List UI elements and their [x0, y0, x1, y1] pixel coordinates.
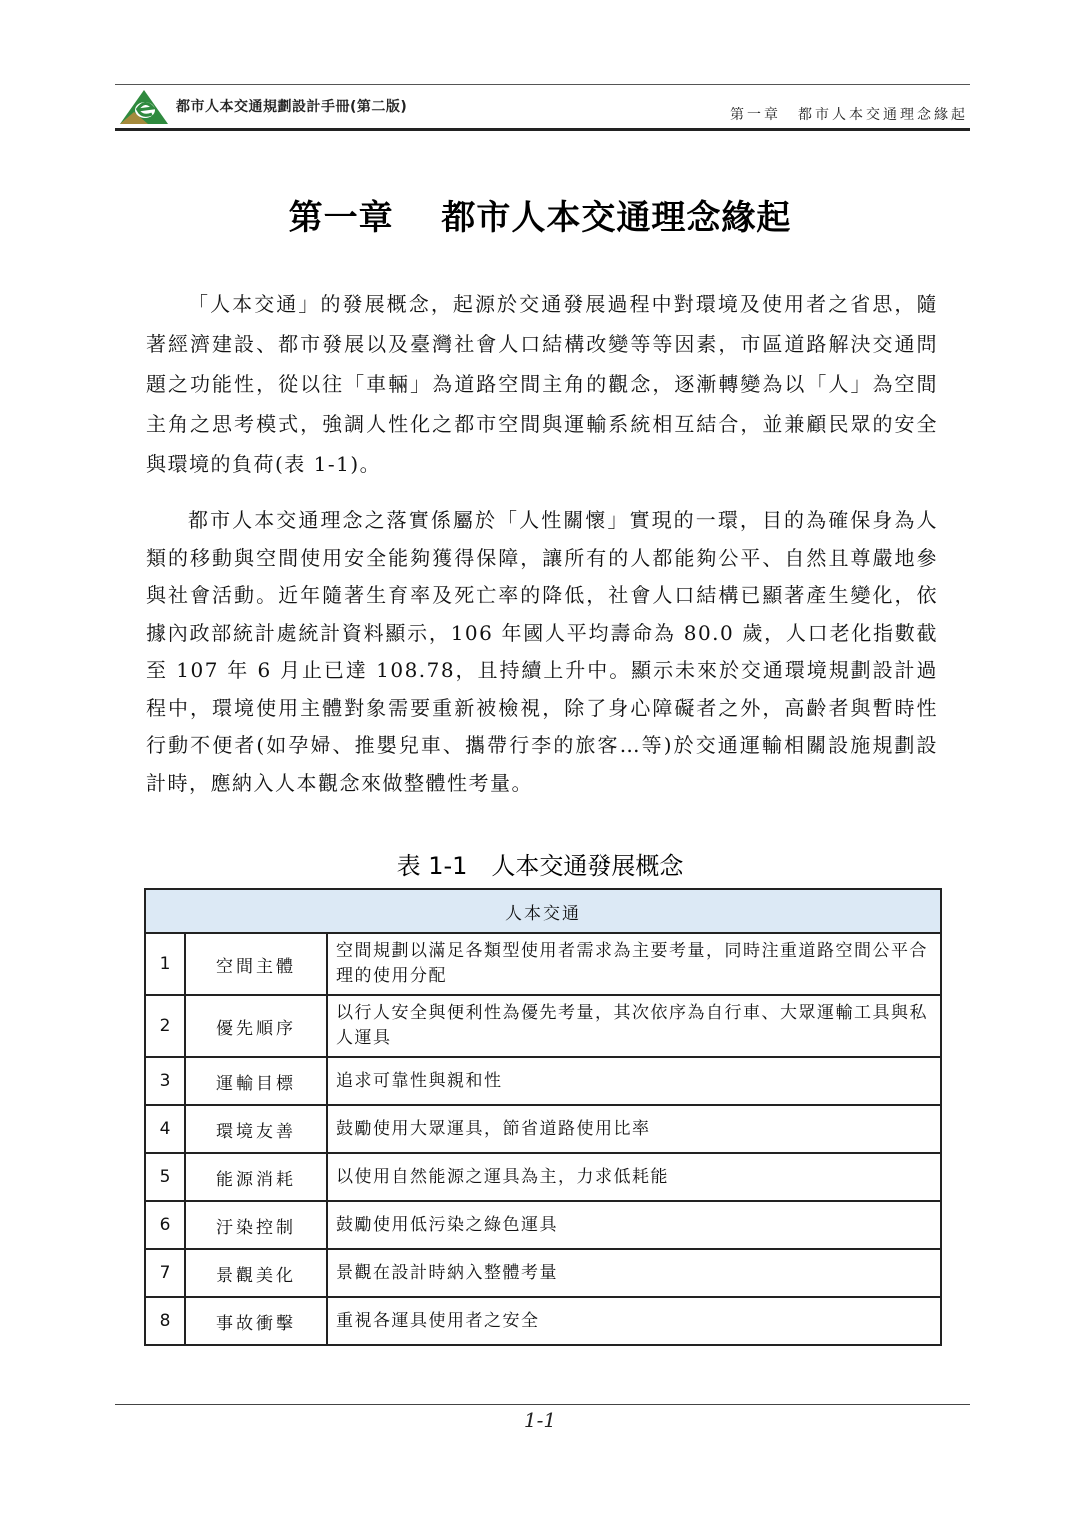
row-description: 鼓勵使用低污染之綠色運具 — [327, 1201, 941, 1249]
header-bottom-rule — [115, 128, 970, 131]
page-number: 1-1 — [523, 1408, 557, 1432]
footer-rule — [115, 1404, 970, 1405]
row-number: 4 — [145, 1105, 185, 1153]
row-number: 5 — [145, 1153, 185, 1201]
row-description: 鼓勵使用大眾運具，節省道路使用比率 — [327, 1105, 941, 1153]
table-header: 人本交通 — [145, 889, 941, 933]
paragraph-2: 都市人本交通理念之落實係屬於「人性關懷」實現的一環，目的為確保身為人類的移動與空間使用安全能夠獲得保障，讓所有的人都能夠公平、自然且尊嚴地參與社會活動。近年隨著生育率及死亡率的降低，社會人口結構已顯著產生變化，依據內政部統計處統計資料顯示，106 年國人平均壽命為 80.0 歲，人口老化指數截至 107 年 6 月止已達 108.78，且持續上升中。顯示未來於交通環境規劃設計過程中，環境使用主體對象需要重新被檢視，除了身心障礙者之外，高齡者與暫時性行動不便者(如孕婦、推嬰兒車、攜帶行李的旅客…等)於交通運輸相關設施規劃設計時，應納入人本觀念來做整體性考量。 — [146, 508, 938, 795]
agency-logo-icon — [118, 88, 170, 126]
table-row — [145, 1249, 941, 1297]
row-description: 以行人安全與便利性為優先考量，其次依序為自行車、大眾運輸工具與私人運具 — [327, 995, 941, 1057]
table-row — [145, 1297, 941, 1345]
row-item: 運輸目標 — [185, 1057, 327, 1105]
row-item: 優先順序 — [185, 995, 327, 1057]
row-number: 3 — [145, 1057, 185, 1105]
row-number: 8 — [145, 1297, 185, 1345]
row-number: 7 — [145, 1249, 185, 1297]
row-item: 環境友善 — [185, 1105, 327, 1153]
header-top-rule — [115, 84, 970, 85]
row-description: 追求可靠性與親和性 — [327, 1057, 941, 1105]
table-row — [145, 933, 941, 995]
row-number: 6 — [145, 1201, 185, 1249]
row-description: 重視各運具使用者之安全 — [327, 1297, 941, 1345]
table-row — [145, 1105, 941, 1153]
row-number: 2 — [145, 995, 185, 1057]
manual-title: 都市人本交通規劃設計手冊(第二版) — [176, 99, 408, 115]
paragraph-1: 「人本交通」的發展概念，起源於交通發展過程中對環境及使用者之省思，隨著經濟建設、都市發展以及臺灣社會人口結構改變等等因素，市區道路解決交通問題之功能性，從以往「車輛」為道路空間主角的觀念，逐漸轉變為以「人」為空間主角之思考模式，強調人性化之都市空間與運輸系統相互結合，並兼顧民眾的安全與環境的負荷(表 1-1)。 — [146, 292, 938, 476]
row-item: 汙染控制 — [185, 1201, 327, 1249]
row-item: 景觀美化 — [185, 1249, 327, 1297]
table-row — [145, 1201, 941, 1249]
row-description: 空間規劃以滿足各類型使用者需求為主要考量，同時注重道路空間公平合理的使用分配 — [327, 933, 941, 995]
row-description: 以使用自然能源之運具為主，力求低耗能 — [327, 1153, 941, 1201]
row-item: 能源消耗 — [185, 1153, 327, 1201]
table-row — [145, 1153, 941, 1201]
row-number: 1 — [145, 933, 185, 995]
chapter-label: 第一章 都市人本交通理念緣起 — [730, 107, 968, 123]
table-row — [145, 1057, 941, 1105]
concept-table — [144, 888, 942, 1346]
row-item: 空間主體 — [185, 933, 327, 995]
page-title: 第一章 都市人本交通理念緣起 — [288, 198, 792, 238]
row-item: 事故衝擊 — [185, 1297, 327, 1345]
table-row — [145, 995, 941, 1057]
table-caption: 表 1-1 人本交通發展概念 — [396, 852, 684, 880]
row-description: 景觀在設計時納入整體考量 — [327, 1249, 941, 1297]
